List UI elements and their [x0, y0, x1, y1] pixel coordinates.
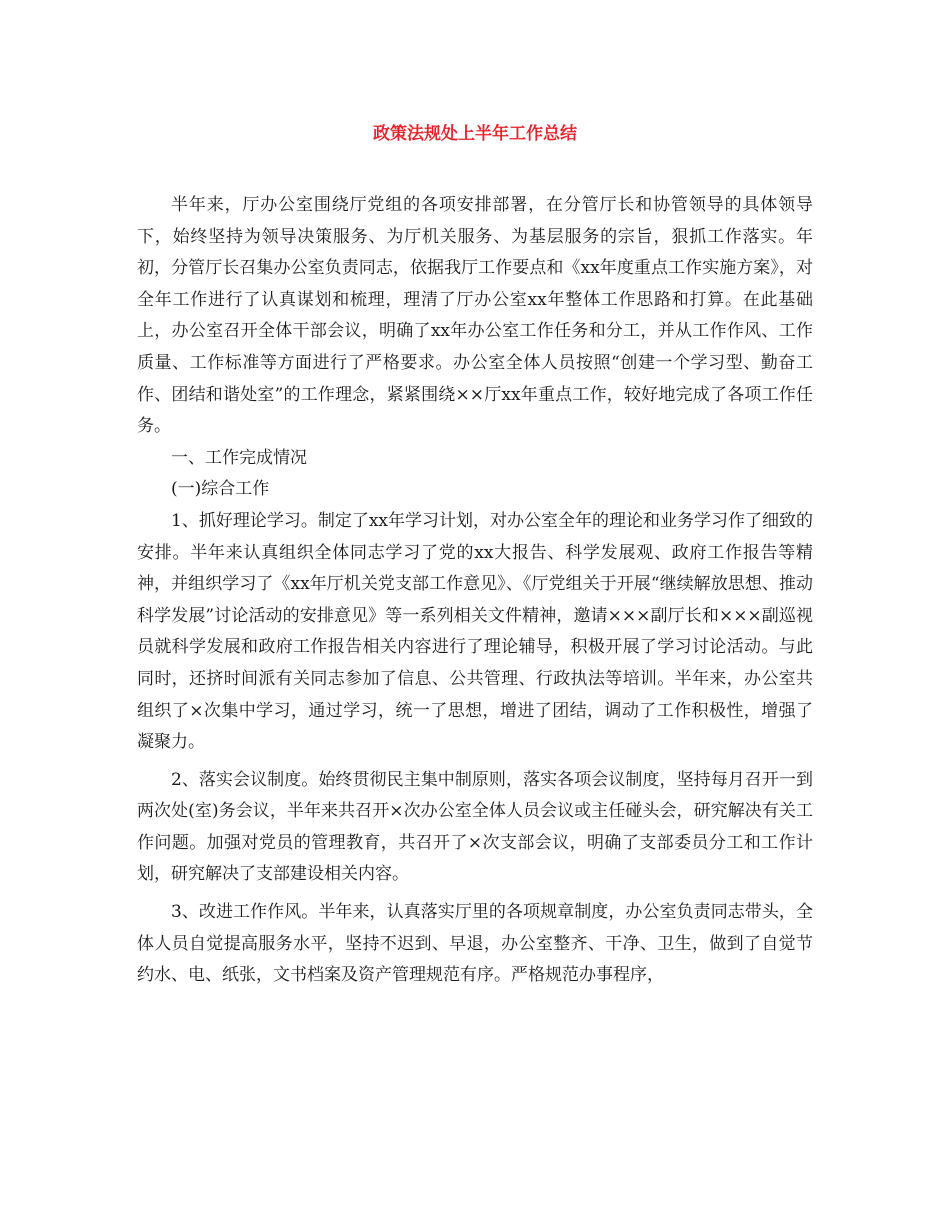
section-heading-work-completion: 一、工作完成情况 [171, 447, 307, 468]
paragraph-intro: 半年来，厅办公室围绕厅党组的各项安排部署，在分管厅长和协管领导的具体领导下，始终坚持为领导决策服务、为厅机关服务、为基层服务的宗旨，狠抓工作落实。年初，分管厅长召集办公室负责同志，依据我厅工作要点和《xx年度重点工作实施方案》，对全年工作进行了认真谋划和梳理，理清了厅办公室xx年整体工作思路和打算。在此基础上，办公室召开全体干部会议，明确了xx年办公室工作任务和分工，并从工作作风、工作质量、工作标准等方面进行了严格要求。办公室全体人员按照“创建一个学习型、勤奋工作、团结和谐处室”的工作理念，紧紧围绕××厅xx年重点工作，较好地完成了各项工作任务。 [137, 195, 813, 437]
paragraph-work-style: 3、改进工作作风。半年来，认真落实厅里的各项规章制度，办公室负责同志带头，全体人员自觉提高服务水平，坚持不迟到、早退，办公室整齐、干净、卫生，做到了自觉节约水、电、纸张，文书档案及资产管理规范有序。严格规范办事程序， [137, 902, 813, 986]
paragraph-theory-study: 1、抓好理论学习。制定了xx年学习计划，对办公室全年的理论和业务学习作了细致的安排。半年来认真组织全体同志学习了党的xx大报告、科学发展观、政府工作报告等精神，并组织学习了《xx年厅机关党支部工作意见》、《厅党组关于开展“继续解放思想、推动科学发展”讨论活动的安排意见》等一系列相关文件精神，邀请×××副厅长和×××副巡视员就科学发展和政府工作报告相关内容进行了理论辅导，积极开展了学习讨论活动。与此同时，还挤时间派有关同志参加了信息、公共管理、行政执法等培训。半年来，办公室共组织了×次集中学习，通过学习，统一了思想，增进了团结，调动了工作积极性，增强了凝聚力。 [137, 510, 813, 753]
paragraph-meeting-system: 2、落实会议制度。始终贯彻民主集中制原则，落实各项会议制度，坚持每月召开一到两次处(室)务会议，半年来共召开×次办公室全体人员会议或主任碰头会，研究解决有关工作问题。加强对党员的管理教育，共召开了×次支部会议，明确了支部委员分工和工作计划，研究解决了支部建设相关内容。 [137, 769, 813, 885]
document-title: 政策法规处上半年工作总结 [373, 124, 577, 144]
document-body [137, 190, 813, 992]
subsection-heading-general-work: (一)综合工作 [171, 479, 270, 500]
